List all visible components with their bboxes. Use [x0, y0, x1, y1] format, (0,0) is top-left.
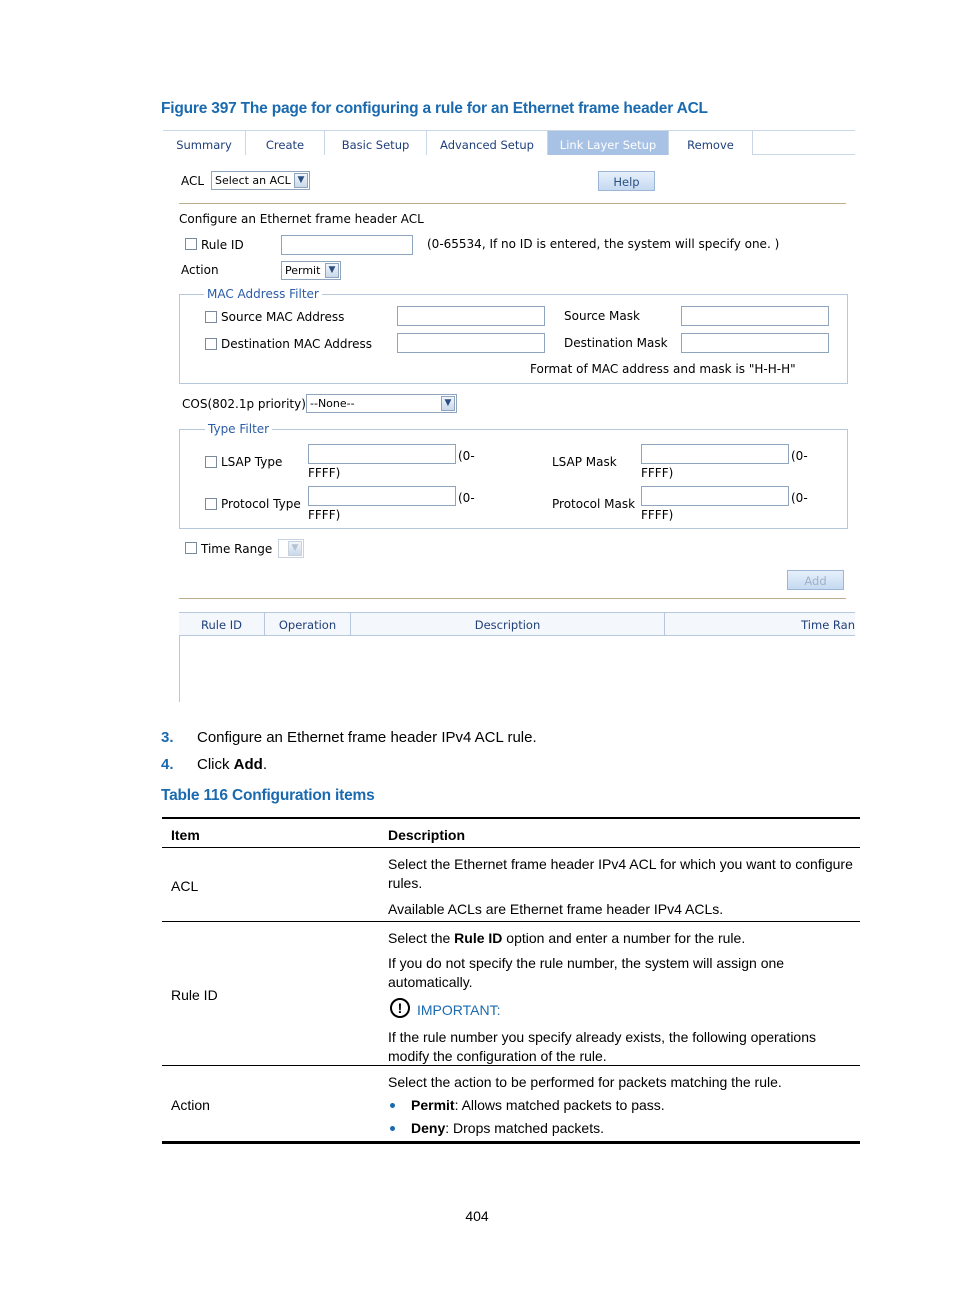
step-number: 4. [161, 756, 174, 773]
step-3-text: Configure an Ethernet frame header IPv4 ACL rule. [197, 729, 537, 746]
step-number: 3. [161, 729, 174, 746]
rule-id-input[interactable] [281, 235, 413, 255]
chevron-down-icon: ▼ [294, 173, 308, 188]
protocol-type-range-end: FFFF) [308, 508, 341, 522]
cell-bold-text: Rule ID [454, 930, 503, 946]
divider [179, 598, 846, 599]
lsap-mask-range-start: (0- [791, 449, 808, 463]
source-mask-input[interactable] [681, 306, 829, 326]
tab-remove[interactable]: Remove [669, 131, 753, 155]
cos-select-value: --None-- [310, 397, 355, 410]
source-mac-input[interactable] [397, 306, 545, 326]
important-label: IMPORTANT: [417, 1002, 501, 1018]
protocol-type-checkbox[interactable] [205, 498, 217, 510]
grid-col-operation[interactable]: Operation [265, 613, 351, 635]
dest-mask-input[interactable] [681, 333, 829, 353]
time-range-select[interactable] [278, 539, 304, 558]
figure-caption: Figure 397 The page for configuring a rule for an Ethernet frame header ACL [161, 100, 708, 117]
source-mac-label: Source MAC Address [221, 310, 345, 324]
lsap-type-label: LSAP Type [221, 455, 283, 469]
action-select[interactable] [281, 261, 341, 280]
acl-select[interactable] [211, 171, 310, 190]
row-action-bullet-deny [411, 1119, 604, 1138]
cell-bold-text: Permit [411, 1097, 455, 1113]
header-description: Description [388, 827, 466, 843]
row-action-item: Action [171, 1097, 210, 1113]
step-4 [161, 756, 174, 773]
row-action-desc1: Select the action to be performed for packets matching the rule. [388, 1074, 782, 1090]
row-rule-id-item: Rule ID [171, 987, 218, 1003]
lsap-type-input[interactable] [308, 444, 456, 464]
bullet-icon [390, 1126, 395, 1131]
bullet-icon [390, 1103, 395, 1108]
row-rule [162, 1065, 860, 1066]
header-item: Item [171, 827, 200, 843]
step-text: Click [197, 756, 234, 773]
protocol-mask-range-end: FFFF) [641, 508, 674, 522]
cell-text: option and enter a number for the rule. [502, 930, 746, 946]
protocol-type-label: Protocol Type [221, 497, 301, 511]
dest-mac-input[interactable] [397, 333, 545, 353]
cell-bold-text: Deny [411, 1120, 446, 1136]
lsap-mask-range-end: FFFF) [641, 466, 674, 480]
time-range-label: Time Range [201, 542, 273, 556]
rule-id-checkbox[interactable] [185, 238, 197, 250]
action-select-value: Permit [285, 264, 321, 277]
table-top-rule [162, 817, 860, 819]
acl-label: ACL [181, 174, 205, 188]
rule-id-hint: (0-65534, If no ID is entered, the system will specify one. ) [427, 237, 780, 251]
lsap-type-checkbox[interactable] [205, 456, 217, 468]
row-acl-desc1: Select the Ethernet frame header IPv4 ACL for which you want to configure rules. [388, 856, 853, 891]
action-label: Action [181, 263, 219, 277]
mac-filter-legend: MAC Address Filter [204, 287, 322, 301]
step-4-text [197, 756, 267, 773]
protocol-type-input[interactable] [308, 486, 456, 506]
lsap-mask-input[interactable] [641, 444, 789, 464]
rule-grid-body [179, 636, 180, 702]
row-rule-id-desc1 [388, 929, 856, 948]
section-title: Configure an Ethernet frame header ACL [179, 212, 424, 226]
row-acl-desc2: Available ACLs are Ethernet frame header IPv4 ACLs. [388, 901, 724, 917]
tab-basic-setup[interactable]: Basic Setup [325, 131, 427, 155]
chevron-down-icon: ▼ [288, 541, 302, 556]
protocol-mask-input[interactable] [641, 486, 789, 506]
acl-select-value: Select an ACL [215, 174, 291, 187]
add-button[interactable]: Add [787, 570, 844, 590]
step-bold-text: Add [233, 756, 263, 773]
important-icon: ! [390, 998, 410, 1018]
dest-mask-label: Destination Mask [564, 336, 668, 350]
grid-col-rule-id[interactable]: Rule ID [179, 613, 265, 635]
table-bottom-rule [162, 1141, 860, 1144]
dest-mac-checkbox[interactable] [205, 338, 217, 350]
lsap-mask-label: LSAP Mask [552, 455, 617, 469]
tab-advanced-setup[interactable]: Advanced Setup [427, 131, 548, 155]
header-rule [162, 847, 860, 848]
chevron-down-icon: ▼ [441, 396, 455, 411]
divider [179, 203, 846, 204]
protocol-mask-range-start: (0- [791, 491, 808, 505]
source-mac-checkbox[interactable] [205, 311, 217, 323]
row-acl-item: ACL [171, 878, 199, 894]
cos-select[interactable] [306, 394, 457, 413]
grid-col-time-range[interactable]: Time Ran [801, 618, 855, 632]
protocol-type-range-start: (0- [458, 491, 475, 505]
cell-text: Select the [388, 930, 455, 946]
mac-format-note: Format of MAC address and mask is "H-H-H" [530, 362, 796, 376]
source-mask-label: Source Mask [564, 309, 640, 323]
time-range-checkbox[interactable] [185, 542, 197, 554]
cos-label: COS(802.1p priority) [182, 397, 306, 411]
lsap-type-range-end: FFFF) [308, 466, 341, 480]
step-text: . [262, 756, 268, 773]
protocol-mask-label: Protocol Mask [552, 497, 636, 511]
tab-link-layer-setup[interactable]: Link Layer Setup [548, 131, 669, 155]
row-rule-id-desc3: If the rule number you specify already exists, the following operations modify the configuration of the rule. [388, 1029, 817, 1064]
tab-bar [163, 130, 855, 155]
row-rule-id-desc2: If you do not specify the rule number, the system will assign one automatically. [388, 955, 785, 990]
tab-create[interactable]: Create [246, 131, 325, 155]
chevron-down-icon: ▼ [325, 263, 339, 278]
rule-grid-header [179, 612, 855, 636]
row-action-bullet-permit [411, 1096, 665, 1115]
help-button[interactable]: Help [598, 171, 655, 191]
table-caption: Table 116 Configuration items [161, 787, 375, 804]
type-filter-legend: Type Filter [205, 422, 272, 436]
rule-id-label: Rule ID [201, 238, 244, 252]
tab-summary[interactable]: Summary [163, 131, 246, 155]
row-rule [162, 921, 860, 922]
page-number: 404 [465, 1208, 489, 1224]
cell-text: : Drops matched packets. [445, 1120, 604, 1136]
lsap-type-range-start: (0- [458, 449, 475, 463]
grid-col-description[interactable]: Description [351, 613, 665, 635]
step-3 [161, 729, 174, 746]
dest-mac-label: Destination MAC Address [221, 337, 373, 351]
cell-text: : Allows matched packets to pass. [454, 1097, 665, 1113]
